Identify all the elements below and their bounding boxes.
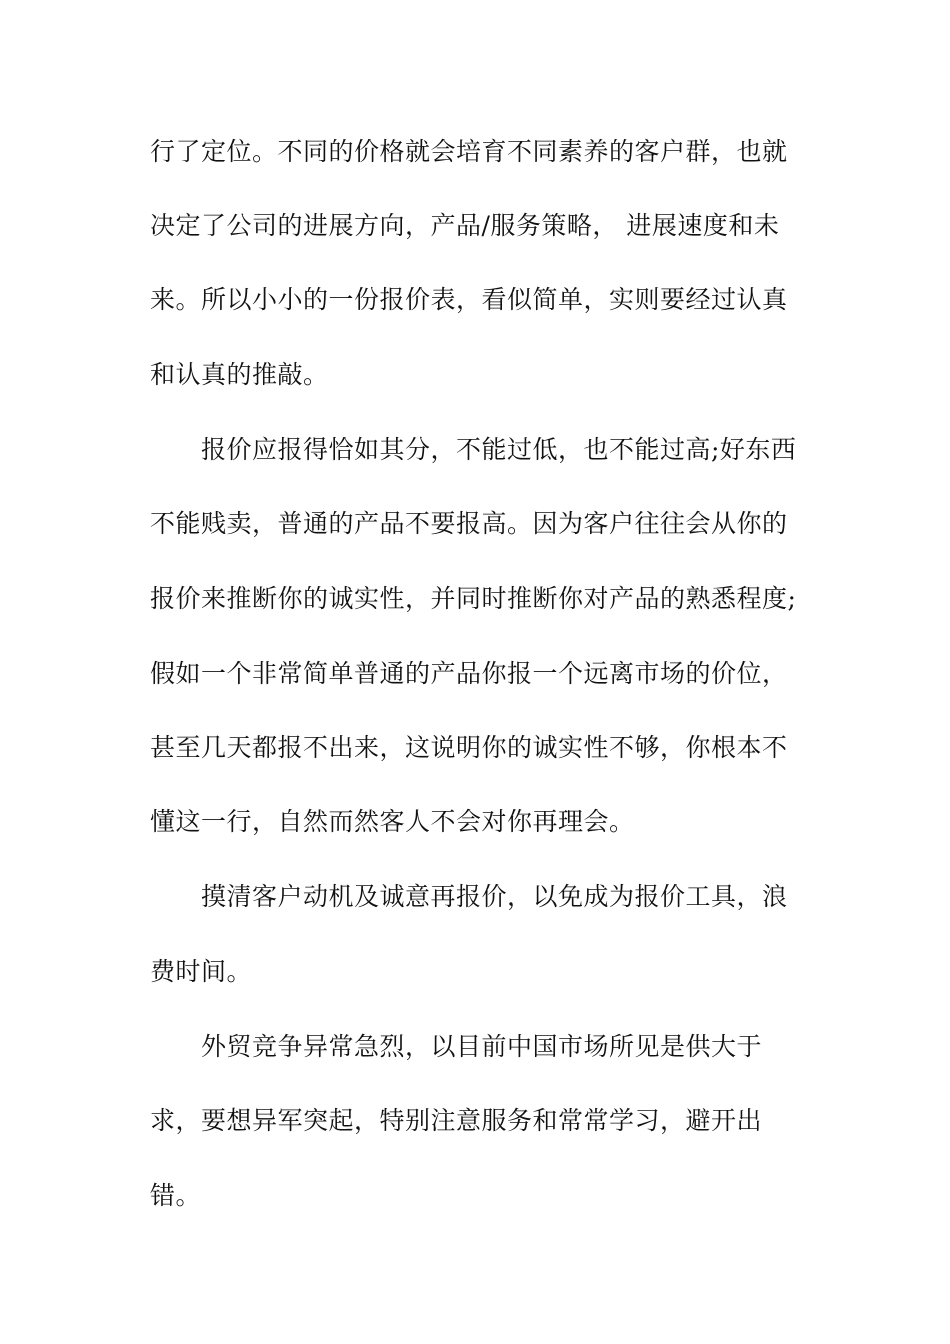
paragraph-3-line-1: 摸清客户动机及诚意再报价，以免成为报价工具，浪 xyxy=(201,882,788,911)
paragraph-2-line-5: 甚至几天都报不出来，这说明你的诚实性不够，你根本不 xyxy=(150,733,788,762)
paragraph-1-line-4: 和认真的推敲。 xyxy=(150,360,329,389)
paragraph-3-line-2: 费时间。 xyxy=(150,957,253,986)
paragraph-4-line-2: 求，要想异军突起，特别注意服务和常常学习，避开出 xyxy=(150,1106,763,1135)
paragraph-1-line-1: 行了定位。不同的价格就会培育不同素养的客户群，也就 xyxy=(150,137,788,166)
paragraph-1-line-2: 决定了公司的进展方向，产品/服务策略， 进展速度和未 xyxy=(150,211,780,240)
paragraph-2-line-6: 懂这一行，自然而然客人不会对你再理会。 xyxy=(150,807,635,836)
paragraph-1-line-3: 来。所以小小的一份报价表，看似简单，实则要经过认真 xyxy=(150,285,788,314)
paragraph-2-line-4: 假如一个非常简单普通的产品你报一个远离市场的价位， xyxy=(150,659,788,688)
paragraph-4-line-1: 外贸竞争异常急烈，以目前中国市场所见是供大于 xyxy=(201,1032,763,1061)
paragraph-2-line-2: 不能贱卖，普通的产品不要报高。因为客户往往会从你的 xyxy=(150,509,788,538)
paragraph-4-line-3: 错。 xyxy=(150,1181,202,1210)
paragraph-2-line-1: 报价应报得恰如其分，不能过低，也不能过高;好东西 xyxy=(201,435,797,464)
paragraph-2-line-3: 报价来推断你的诚实性，并同时推断你对产品的熟悉程度; xyxy=(150,584,797,613)
